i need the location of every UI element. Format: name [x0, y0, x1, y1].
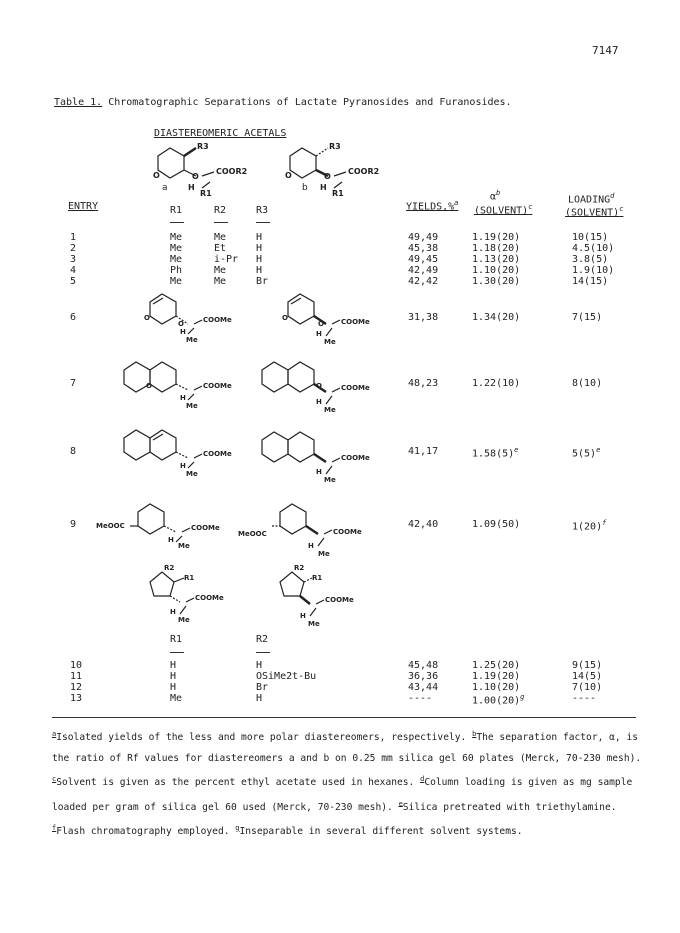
label-meooc: MeOOC	[96, 522, 125, 530]
table-cell: Ph	[170, 265, 183, 276]
table-cell: $5(5)^e$	[572, 446, 601, 460]
table-cell: 14(5)	[572, 671, 603, 682]
label-me: Me	[324, 406, 336, 414]
table-cell: 1.10(20)	[472, 265, 521, 276]
table-cell: 4.5(10)	[572, 243, 615, 254]
table-cell: Br	[256, 682, 269, 693]
label-h: H	[180, 394, 186, 402]
table-cell: 43,44	[408, 682, 439, 693]
label-coome: COOMe	[325, 596, 354, 604]
label-o: O	[144, 314, 150, 322]
table-cell: 36,36	[408, 671, 439, 682]
table-cell: Me	[170, 232, 183, 243]
table-cell: ----	[572, 693, 597, 704]
table-cell: 45,38	[408, 243, 439, 254]
table-cell: Br	[256, 276, 269, 287]
table-cell: 1.10(20)	[472, 682, 521, 693]
table-cell: 7(15)	[572, 312, 603, 323]
table-cell: $1(20)^f$	[572, 519, 607, 533]
label-a: a	[162, 183, 168, 193]
label-coome: COOMe	[203, 382, 232, 390]
label-o: O	[146, 382, 152, 390]
table-cell: H	[170, 660, 177, 671]
table-cell: 9	[70, 519, 77, 530]
table-cell: 13	[70, 693, 83, 704]
table-cell: Me	[214, 276, 227, 287]
table-cell: H	[170, 682, 177, 693]
table-cell: 1	[70, 232, 77, 243]
table-cell: Et	[214, 243, 227, 254]
table-cell: 4	[70, 265, 77, 276]
label-h: H	[308, 542, 314, 550]
footnote-text: The separation factor, α, is the ratio of Rf values for diastereomers a and b on 0.25 mm silica gel 60 plates (Merck, 70-230 mesh).	[52, 732, 642, 765]
table-cell: 1.30(20)	[472, 276, 521, 287]
table-cell: 11	[70, 671, 83, 682]
alpha-label: α	[490, 191, 497, 203]
table-cell: 8(10)	[572, 378, 603, 389]
table-cell: H	[256, 265, 263, 276]
table-cell: H	[256, 254, 263, 265]
col-solvent-header	[474, 203, 532, 216]
table-cell: 7	[70, 378, 77, 389]
table-cell: 7(10)	[572, 682, 603, 693]
structure-drawings	[90, 290, 390, 640]
table-cell: 45,48	[408, 660, 439, 671]
footnote-text: Isolated yields of the less and more polar diastereomers, respectively.	[56, 732, 467, 744]
footnotes	[52, 724, 652, 842]
cell-note: f	[602, 519, 607, 527]
table-cell: 42,49	[408, 265, 439, 276]
table-cell: 1.34(20)	[472, 312, 521, 323]
label-r1: R1	[184, 574, 195, 582]
table-cell: H	[256, 232, 263, 243]
label-r1: R1	[200, 189, 212, 198]
table-cell: 48,23	[408, 378, 439, 389]
table-title: Chromatographic Separations of Lactate Pyranosides and Furanosides.	[108, 97, 512, 108]
table-cell: 1.09(50)	[472, 519, 521, 530]
label-r3: R3	[197, 142, 209, 151]
table-cell: ----	[408, 693, 433, 704]
label-me: Me	[178, 616, 190, 624]
label-me: Me	[324, 476, 336, 484]
r1-underline	[170, 222, 184, 223]
col-loading-header	[568, 192, 614, 205]
table-cell: H	[170, 671, 177, 682]
solvent-note: c	[528, 203, 533, 211]
label-coome: COOMe	[191, 524, 220, 532]
label-h: H	[170, 608, 176, 616]
label-coome: COOMe	[341, 454, 370, 462]
table-cell: $1.00(20)^g$	[472, 693, 525, 707]
label-me: Me	[318, 550, 330, 558]
table-cell: 14(15)	[572, 276, 609, 287]
loading-label: LOADING	[568, 194, 611, 206]
label-h: H	[300, 612, 306, 620]
col-r2-header: R2	[214, 205, 227, 216]
table-cell: 12	[70, 682, 83, 693]
col-r3-header: R3	[256, 205, 269, 216]
table-cell: OSiMe2t-Bu	[256, 671, 317, 682]
label-me: Me	[186, 470, 198, 478]
footnote-f	[52, 823, 230, 837]
label-r2: R2	[164, 564, 175, 572]
label-me: Me	[186, 402, 198, 410]
col-entry-header: ENTRY	[68, 201, 99, 212]
page-number: 7147	[592, 44, 619, 57]
footnote-rule	[52, 717, 636, 718]
table-cell: Me	[170, 243, 183, 254]
label-coome: COOMe	[333, 528, 362, 536]
footnote-e	[398, 799, 617, 813]
footnote-a	[52, 732, 466, 743]
footnote-text: Solvent is given as the percent ethyl acetate used in hexanes.	[56, 777, 415, 789]
label-me: Me	[308, 620, 320, 628]
table-cell: H	[256, 660, 263, 671]
label-coor2: COOR2	[348, 167, 380, 176]
label-o: O	[285, 171, 292, 180]
table-cell: 42,40	[408, 519, 439, 530]
loading-solvent-label: (SOLVENT)	[565, 207, 620, 219]
label-o: O	[153, 171, 160, 180]
label-r1: R1	[312, 574, 323, 582]
table-cell: 9(15)	[572, 660, 603, 671]
table-cell: 2	[70, 243, 77, 254]
table-caption	[54, 97, 512, 108]
table-cell: 10(15)	[572, 232, 609, 243]
label-h: H	[180, 328, 186, 336]
table-cell: 42,42	[408, 276, 439, 287]
label-h: H	[316, 330, 322, 338]
footnote-text: Column loading is given as mg sample loaded per gram of silica gel 60 used (Merck, 70-230 mesh).	[52, 777, 633, 813]
footnote-mark: e	[398, 799, 403, 808]
label-h: H	[316, 468, 322, 476]
footnote-text: Inseparable in several different solvent systems.	[239, 825, 523, 837]
label-h: H	[316, 398, 322, 406]
acetal-structures-ab	[140, 138, 400, 200]
table-cell: Me	[170, 254, 183, 265]
table-cell: 1.18(20)	[472, 243, 521, 254]
label-o: O	[192, 172, 199, 181]
table-cell: Me	[170, 693, 183, 704]
sub-r1-underline	[170, 652, 184, 653]
cell-note: e	[596, 446, 601, 454]
cell-note: g	[520, 693, 525, 701]
solvent-label: (SOLVENT)	[474, 205, 529, 217]
table-cell: 1.19(20)	[472, 232, 521, 243]
sub-col-r2-header: R2	[256, 634, 269, 645]
label-coome: COOMe	[203, 450, 232, 458]
table-cell: 1.22(10)	[472, 378, 521, 389]
footnote-mark: f	[52, 823, 57, 832]
table-cell: 49,45	[408, 254, 439, 265]
loading-solvent-note: c	[619, 205, 624, 213]
label-h: H	[320, 183, 327, 192]
table-cell: 3.8(5)	[572, 254, 609, 265]
footnote-text: Flash chromatography employed.	[56, 825, 230, 837]
alpha-note: b	[496, 189, 501, 197]
loading-note: d	[610, 192, 615, 200]
label-o: O	[324, 172, 331, 181]
footnote-mark: b	[472, 730, 477, 738]
col-alpha-header	[490, 189, 500, 202]
table-cell: 1.13(20)	[472, 254, 521, 265]
footnote-mark: a	[52, 730, 57, 738]
table-cell: Me	[214, 232, 227, 243]
label-o: O	[318, 320, 324, 328]
section-header: DIASTEREOMERIC ACETALS	[154, 128, 287, 139]
table-cell: 31,38	[408, 312, 439, 323]
table-cell: 1.25(20)	[472, 660, 521, 671]
structure-b	[290, 148, 346, 188]
table-cell: i-Pr	[214, 254, 239, 265]
label-meooc: MeOOC	[238, 530, 267, 538]
label-b: b	[302, 183, 308, 193]
table-cell: 10	[70, 660, 83, 671]
table-cell: 3	[70, 254, 77, 265]
label-coome: COOMe	[195, 594, 224, 602]
footnote-text: Silica pretreated with triethylamine.	[402, 801, 617, 813]
table-cell: 8	[70, 446, 77, 457]
structure-a	[158, 148, 214, 188]
table-cell: Me	[214, 265, 227, 276]
table-cell: 49,49	[408, 232, 439, 243]
footnote-mark: g	[235, 823, 240, 832]
label-o: O	[282, 314, 288, 322]
yields-label: YIELDS,%	[406, 201, 455, 213]
label-r1: R1	[332, 189, 344, 198]
label-me: Me	[178, 542, 190, 550]
table-cell: 5	[70, 276, 77, 287]
footnote-g	[235, 823, 523, 837]
r3-underline	[256, 222, 270, 223]
table-cell: 41,17	[408, 446, 439, 457]
label-coome: COOMe	[341, 384, 370, 392]
table-cell: 1.19(20)	[472, 671, 521, 682]
label-me: Me	[324, 338, 336, 346]
cell-note: e	[514, 446, 519, 454]
label-me: Me	[186, 336, 198, 344]
label-o: O	[178, 320, 184, 328]
label-coome: COOMe	[203, 316, 232, 324]
label-r3: R3	[329, 142, 341, 151]
table-label: Table 1.	[54, 97, 103, 108]
label-h: H	[168, 536, 174, 544]
col-loading-solvent-header	[565, 205, 623, 218]
footnote-mark: d	[420, 775, 425, 784]
footnote-mark: c	[52, 775, 57, 784]
label-r2: R2	[294, 564, 305, 572]
table-cell: H	[256, 693, 263, 704]
label-h: H	[180, 462, 186, 470]
table-cell: 1.9(10)	[572, 265, 615, 276]
col-yields-header	[406, 199, 458, 212]
r2-underline	[214, 222, 228, 223]
table-cell: Me	[170, 276, 183, 287]
table-cell: 6	[70, 312, 77, 323]
footnote-c	[52, 777, 414, 788]
label-h: H	[188, 183, 195, 192]
col-r1-header: R1	[170, 205, 183, 216]
table-cell: $1.58(5)^e$	[472, 446, 519, 460]
label-coome: COOMe	[341, 318, 370, 326]
label-coor2: COOR2	[216, 167, 248, 176]
label-o: O	[316, 382, 322, 390]
sub-r2-underline	[256, 652, 270, 653]
sub-col-r1-header: R1	[170, 634, 183, 645]
yields-note: a	[454, 199, 459, 207]
table-cell: H	[256, 243, 263, 254]
